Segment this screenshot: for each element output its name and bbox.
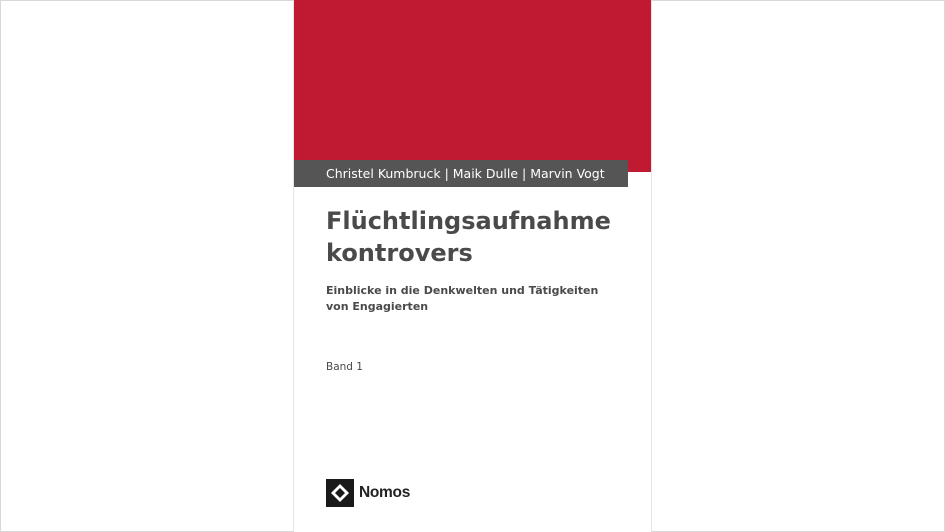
volume-label: Band 1 [326,361,363,373]
book-subtitle-line: von Engagierten [326,300,429,313]
book-title-line: Flüchtlingsaufnahme [326,207,611,235]
publisher-name: Nomos [359,484,411,501]
book-title-line: kontrovers [326,239,473,267]
book-subtitle [326,283,636,315]
book-cover [294,0,651,532]
nomos-logo-icon [326,479,354,507]
book-subtitle-line: Einblicke in die Denkwelten und Tätigkeiten [326,284,599,297]
publisher-logo [326,479,410,507]
author-bar: Christel Kumbruck | Maik Dulle | Marvin Vogt [294,160,628,187]
book-title [326,205,646,269]
cover-red-band [294,0,651,172]
